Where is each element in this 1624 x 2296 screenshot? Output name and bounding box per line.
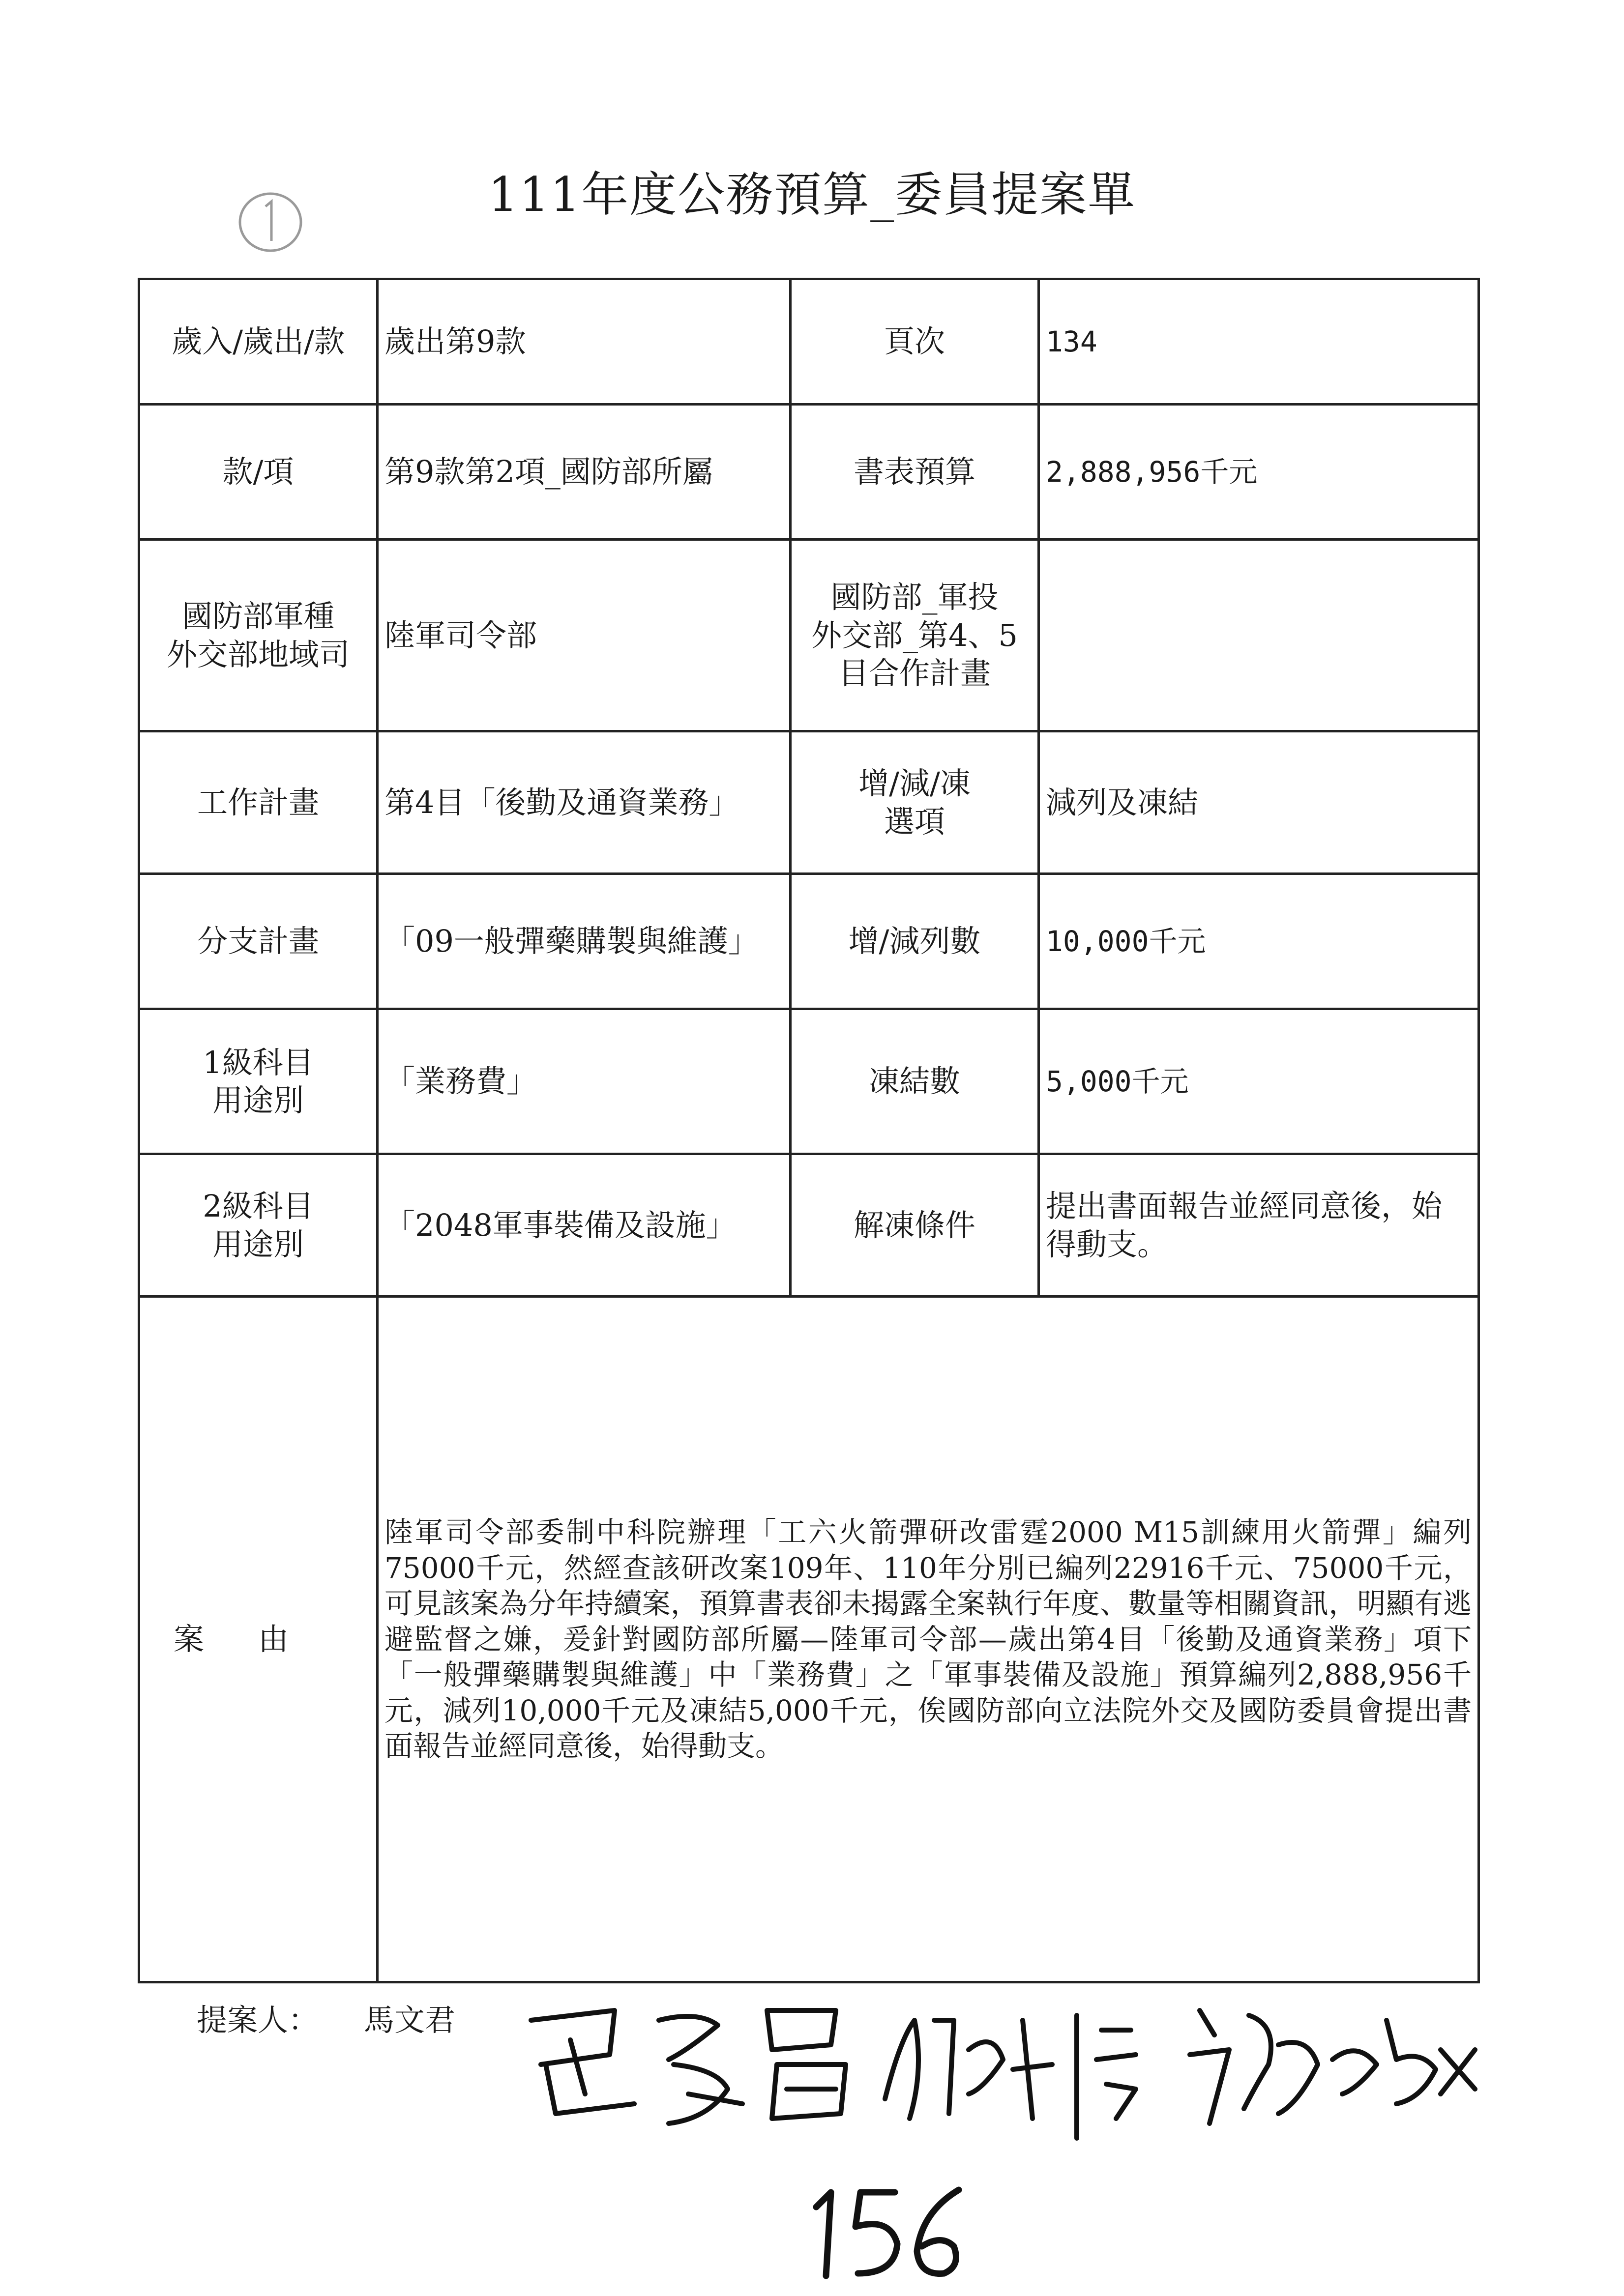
- field-value: 5,000千元: [1039, 1009, 1479, 1154]
- field-label-line: 國防部_軍投: [830, 579, 999, 615]
- field-label: 款/項: [139, 405, 378, 540]
- field-label-line: 1級科目: [203, 1044, 314, 1080]
- field-value: 「09一般彈藥購製與維護」: [378, 874, 791, 1009]
- field-label: 分支計畫: [139, 874, 378, 1009]
- field-label-line: 用途別: [212, 1082, 304, 1118]
- field-label-line: 外交部地域司: [166, 636, 350, 672]
- field-value: 歲出第9款: [378, 279, 791, 405]
- table-row-reason: [139, 1297, 1479, 1982]
- field-label: [791, 540, 1039, 731]
- pencil-circle-mark: [231, 182, 310, 261]
- field-label-line: 目合作計畫: [838, 655, 991, 692]
- table-row: [139, 405, 1479, 540]
- field-label: 頁次: [791, 279, 1039, 405]
- field-value: 「業務費」: [378, 1009, 791, 1154]
- field-label: 書表預算: [791, 405, 1039, 540]
- field-value: 減列及凍結: [1039, 731, 1479, 874]
- field-value: 提出書面報告並經同意後，始得動支。: [1039, 1154, 1479, 1297]
- field-label-line: 外交部_第4、5: [811, 617, 1018, 653]
- reason-text: 陸軍司令部委制中科院辦理「工六火箭彈研改雷霆2000 M15訓練用火箭彈」編列75000千元，然經查該研改案109年、110年分別已編列22916千元、75000千元，可見該案為分年持續案，預算書表卻未揭露全案執行年度、數量等相關資訊，明顯有逃避監督之嫌，爰針對國防部所屬—陸軍司令部—歲出第4目「後勤及通資業務」項下「一般彈藥購製與維護」中「業務費」之「軍事裝備及設施」預算編列2,888,956千元，減列10,000千元及凍結5,000千元，俟國防部向立法院外交及國防委員會提出書面報告並經同意後，始得動支。: [378, 1297, 1479, 1982]
- field-label-line: 增/減/凍: [858, 765, 971, 801]
- field-label: [139, 1009, 378, 1154]
- table-row: [139, 731, 1479, 874]
- table-row: [139, 279, 1479, 405]
- reason-label: 案由: [139, 1297, 378, 1982]
- field-label: 工作計畫: [139, 731, 378, 874]
- table-row: [139, 1009, 1479, 1154]
- field-label-line: 選項: [884, 803, 945, 840]
- proposer-name: 馬文君: [364, 2002, 456, 2038]
- field-value: 134: [1039, 279, 1479, 405]
- field-value-empty: [1039, 540, 1479, 731]
- field-label: [791, 731, 1039, 874]
- field-value: 10,000千元: [1039, 874, 1479, 1009]
- field-value: 第4目「後勤及通資業務」: [378, 731, 791, 874]
- field-value: 「2048軍事裝備及設施」: [378, 1154, 791, 1297]
- proposer-label: 提案人：: [197, 2002, 319, 2038]
- handwritten-page-number: [797, 2173, 983, 2286]
- table-row: [139, 1154, 1479, 1297]
- field-label: 解凍條件: [791, 1154, 1039, 1297]
- field-value: 2,888,956千元: [1039, 405, 1479, 540]
- handwritten-signatures: [511, 1991, 1495, 2197]
- field-label: [139, 540, 378, 731]
- field-label: 凍結數: [791, 1009, 1039, 1154]
- field-label-line: 國防部軍種: [181, 598, 334, 634]
- field-value: 陸軍司令部: [378, 540, 791, 731]
- field-label-line: 用途別: [212, 1226, 304, 1262]
- field-value: 第9款第2項_國防部所屬: [378, 405, 791, 540]
- table-row: [139, 874, 1479, 1009]
- field-label-line: 2級科目: [203, 1188, 314, 1224]
- table-row: [139, 540, 1479, 731]
- proposal-table: [138, 278, 1480, 1983]
- document-title: 111年度公務預算_委員提案單: [488, 167, 1136, 222]
- field-label: 增/減列數: [791, 874, 1039, 1009]
- field-label: 歲入/歲出/款: [139, 279, 378, 405]
- field-label: [139, 1154, 378, 1297]
